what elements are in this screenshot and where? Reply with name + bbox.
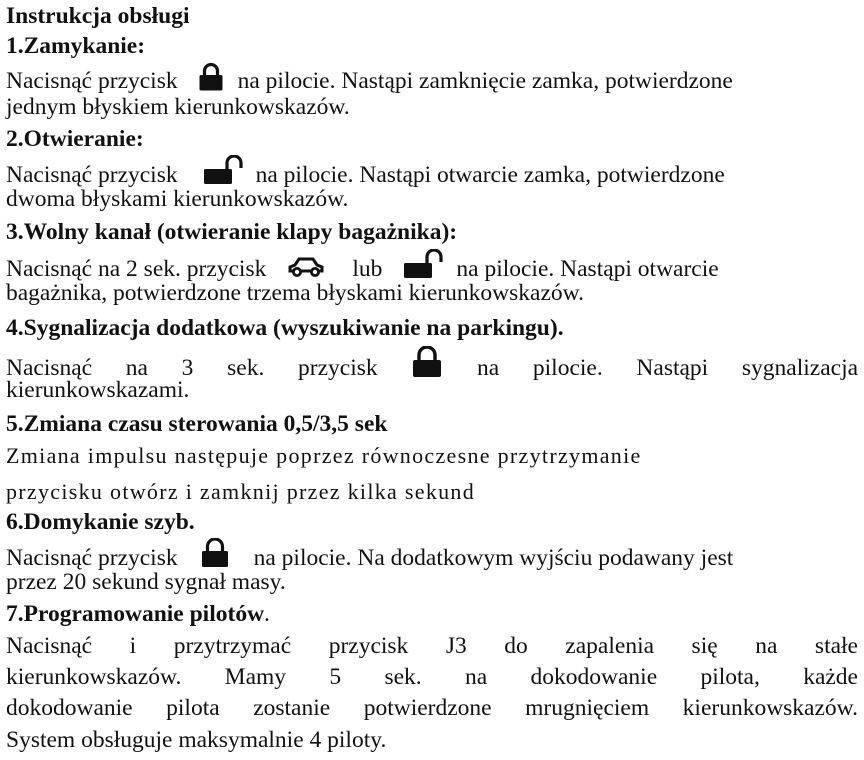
section-2-line-1-before: Nacisnąć przycisk [6, 162, 178, 188]
section-6-line-1-after: na pilocie. Na dodatkowym wyjściu podawany jest [253, 545, 734, 571]
section-2-heading: 2.Otwieranie: [6, 126, 144, 152]
document-title: Instrukcja obsługi [6, 3, 190, 29]
section-2-line-1-after: na pilocie. Nastąpi otwarcie zamka, potwierdzone [255, 162, 725, 188]
section-7-line-1: Nacisnąć i przytrzymać przycisk J3 do zapalenia się na stałe [6, 633, 858, 659]
section-1-line-1-after: na pilocie. Nastąpi zamknięcie zamka, potwierdzone [237, 68, 733, 94]
section-1-line-1-before: Nacisnąć przycisk [6, 68, 178, 94]
section-4-line-2: kierunkowskazami. [6, 377, 190, 403]
lock-closed-icon [411, 346, 443, 385]
section-2-line-2: dwoma błyskami kierunkowskazów. [6, 186, 349, 212]
section-4-line-1-after: na pilocie. Nastąpi sygnalizacja [477, 355, 859, 381]
section-5-line-1: Zmiana impulsu następuje poprzez równoczesne przytrzymanie [6, 443, 642, 468]
section-6-line-2: przez 20 sekund sygnał masy. [6, 569, 286, 595]
section-6-heading: 6.Domykanie szyb. [6, 509, 195, 535]
section-3-heading: 3.Wolny kanał (otwieranie klapy bagażnika): [6, 219, 458, 245]
section-1-heading: 1.Zamykanie: [6, 33, 146, 59]
section-6-line-1-before: Nacisnąć przycisk [6, 545, 178, 571]
section-3-line-2: bagażnika, potwierdzone trzema błyskami kierunkowskazów. [6, 280, 584, 306]
section-7-heading [6, 600, 270, 628]
section-7-line-3: dokodowanie pilota zostanie potwierdzone mrugnięciem kierunkowskazów. [6, 695, 858, 721]
section-7-heading-text: 7.Programowanie pilotów [6, 601, 265, 627]
section-5-line-2: przycisku otwórz i zamknij przez kilka sekund [6, 479, 476, 504]
section-1-line-2: jednym błyskiem kierunkowskazów. [6, 94, 350, 120]
section-7-line-2: kierunkowskazów. Mamy 5 sek. na dokodowanie pilota, każde [6, 664, 858, 690]
section-3-line-1-before: Nacisnąć na 2 sek. przycisk [6, 256, 267, 282]
section-5-heading: 5.Zmiana czasu sterowania 0,5/3,5 sek [6, 411, 388, 437]
section-7-heading-suffix: . [264, 601, 270, 627]
section-7-line-4: System obsługuje maksymalnie 4 piloty. [6, 727, 387, 753]
section-3-line-1-after: na pilocie. Nastąpi otwarcie [456, 256, 719, 282]
section-3-line-1-middle: lub [352, 256, 383, 282]
section-4-line-1-before: Nacisnąć na 3 sek. przycisk [6, 355, 378, 381]
section-4-heading: 4.Sygnalizacja dodatkowa (wyszukiwanie na parkingu). [6, 315, 564, 341]
